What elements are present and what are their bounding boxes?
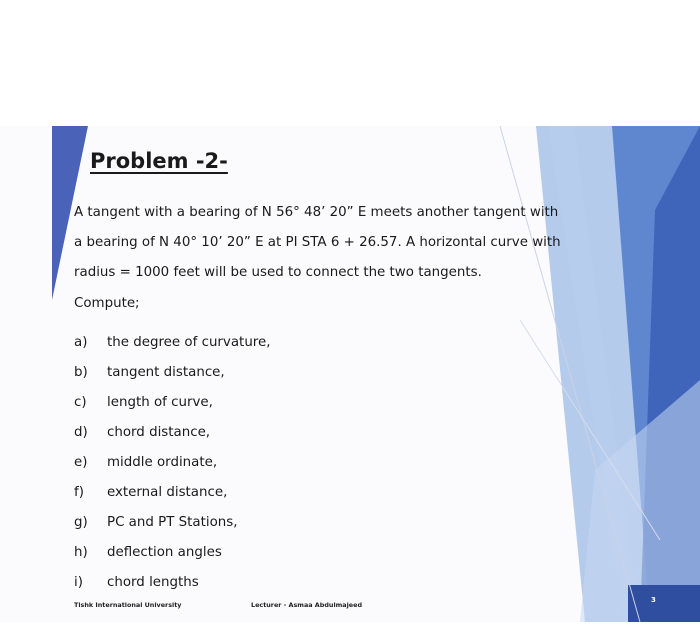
item-letter: g) [74,515,88,530]
statement-line: A tangent with a bearing of N 56° 48’ 20” E meets another tangent with [74,205,559,220]
task-list [74,328,271,598]
item-text: tangent distance, [107,365,225,380]
item-text: length of curve, [107,395,213,410]
item-letter: h) [74,545,88,560]
footer-lecturer: Lecturer - Asmaa Abdulmajeed [251,601,363,609]
page-number: 3 [651,596,656,604]
list-item [74,448,271,478]
item-text: chord lengths [107,575,199,590]
item-text: chord distance, [107,425,211,440]
item-text: external distance, [107,485,228,500]
list-item [74,358,271,388]
item-text: deflection angles [107,545,222,560]
item-text: PC and PT Stations, [107,515,238,530]
list-item [74,538,271,568]
item-letter: f) [74,485,84,500]
list-item [74,388,271,418]
list-item [74,418,271,448]
list-item [74,478,271,508]
item-text: the degree of curvature, [107,335,271,350]
item-letter: d) [74,425,88,440]
statement-line: a bearing of N 40° 10’ 20” E at PI STA 6 + 26.57. A horizontal curve with [74,235,561,250]
item-letter: i) [74,575,83,590]
list-item [74,508,271,538]
compute-label: Compute; [74,296,140,311]
item-letter: b) [74,365,88,380]
statement-line: radius = 1000 feet will be used to connect the two tangents. [74,265,482,280]
problem-statement [74,198,634,288]
item-letter: c) [74,395,87,410]
list-item [74,568,271,598]
item-letter: a) [74,335,88,350]
item-letter: e) [74,455,88,470]
list-item [74,328,271,358]
item-text: middle ordinate, [107,455,218,470]
footer-university: Tishk International University [74,601,182,609]
slide-title: Problem -2- [90,149,228,173]
